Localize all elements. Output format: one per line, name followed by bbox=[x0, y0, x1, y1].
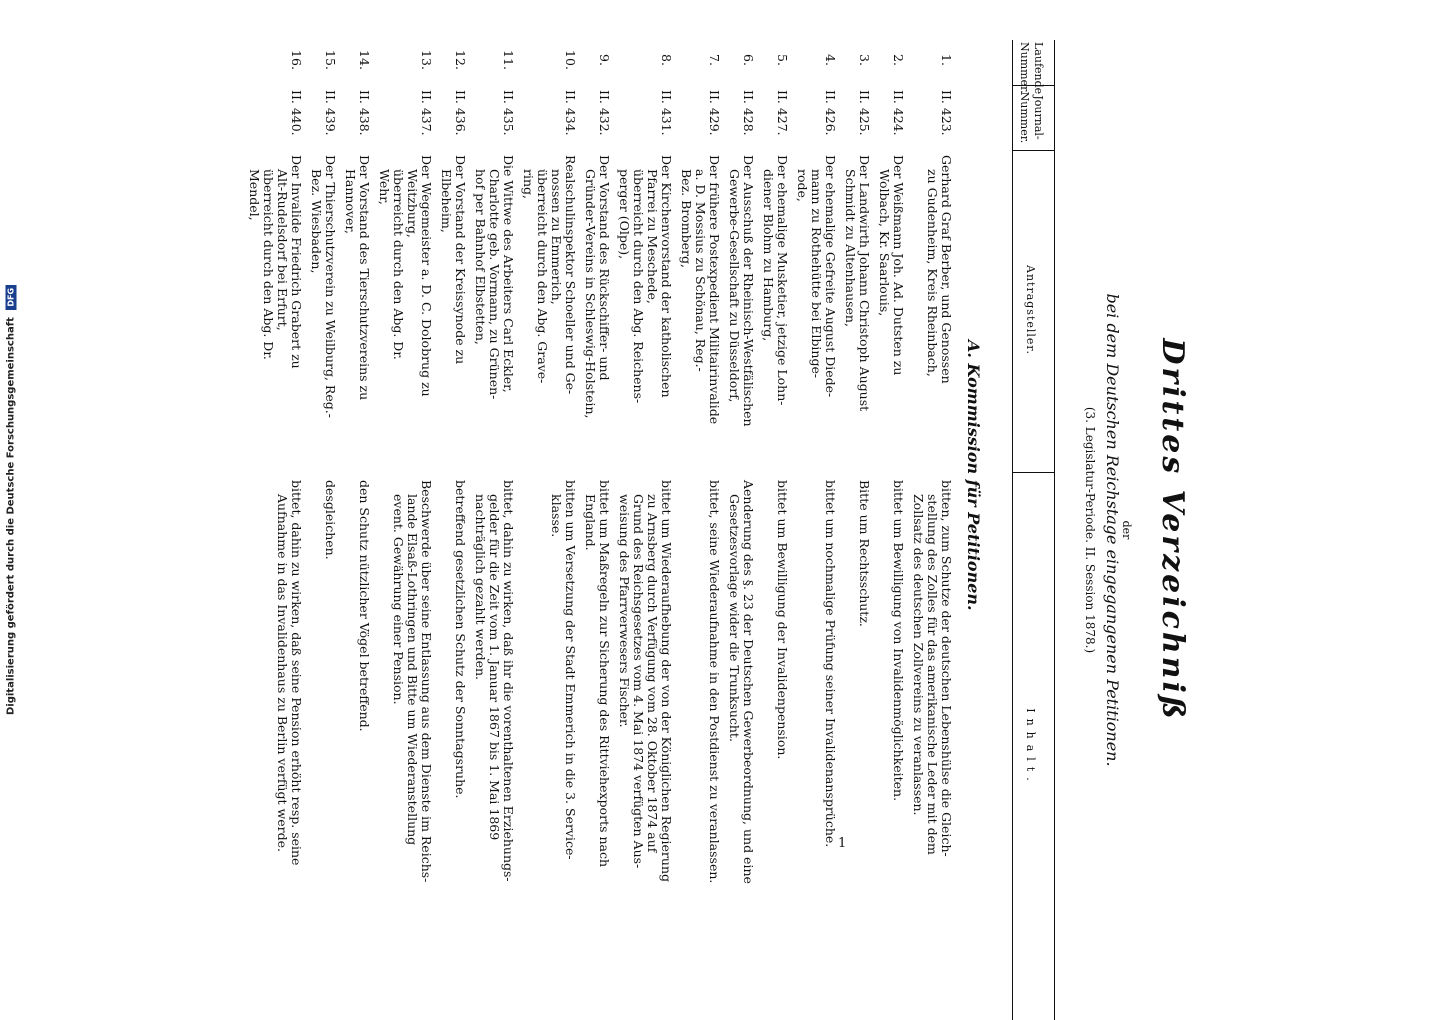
content-line: bittet um Maßregeln zur Sicherung des Rittviehexports nach bbox=[597, 480, 612, 868]
petitioner-line: Charlotte geb. Vormann, zu Grünen- bbox=[487, 169, 502, 400]
journal-number: II. 437. bbox=[419, 90, 434, 136]
petitioner bbox=[761, 155, 789, 465]
petitioner-line: nossen zu Emmerich, bbox=[549, 169, 564, 305]
content-line: Gesetzesvorlage wider die Trunksucht. bbox=[727, 494, 742, 742]
petitioner-line: Mendel, bbox=[247, 169, 262, 221]
journal-number: II. 438. bbox=[357, 90, 372, 136]
petition-content bbox=[583, 480, 611, 1015]
lauf-number: 3. bbox=[857, 54, 872, 66]
petitioner-line: Wehr, bbox=[377, 169, 392, 205]
content-line: bittet um Wiederaufhebung der von der Königlichen Regierung bbox=[659, 480, 674, 883]
petitioner bbox=[439, 155, 467, 465]
petition-content bbox=[473, 480, 515, 1015]
journal-number: II. 432. bbox=[597, 90, 612, 136]
lauf-number: 1. bbox=[939, 54, 954, 66]
content-line: Aufnahme in das Invalidenhaus zu Berlin verfügt werde. bbox=[275, 494, 290, 852]
journal-number: II. 428. bbox=[741, 90, 756, 136]
petitioner-line: Der Vorstand des Rückschiffer- und bbox=[597, 155, 612, 381]
petitioner bbox=[843, 155, 871, 465]
petitioner-line: Der ehemalige Gefreite August Diede- bbox=[823, 155, 838, 398]
header-divider-2 bbox=[1013, 150, 1055, 151]
petitioner-line: perger (Olpe), bbox=[617, 169, 632, 260]
lauf-number: 14. bbox=[357, 50, 372, 70]
petitioner-line: diener Blohm zu Hamburg, bbox=[761, 169, 776, 342]
header-inhalt: Inhalt. bbox=[1024, 708, 1037, 787]
petition-content bbox=[823, 480, 837, 1015]
lauf-number: 11. bbox=[501, 50, 516, 70]
petitioner bbox=[343, 155, 371, 465]
content-line: zu Arnsberg durch Verfügung vom 28. Oktober 1874 auf bbox=[645, 494, 660, 853]
journal-number: II. 427. bbox=[775, 90, 790, 136]
section-heading: A. Kommission für Petitionen. bbox=[964, 340, 983, 611]
petitioner bbox=[679, 155, 721, 465]
petitioner-line: ring, bbox=[521, 169, 536, 199]
petitioner-line: Pfarrei zu Meschede, bbox=[645, 169, 660, 304]
petition-content bbox=[891, 480, 905, 1015]
petition-content bbox=[275, 480, 303, 1015]
petitioner-line: Bez. Bromberg, bbox=[679, 169, 694, 269]
content-line: bittet um Bewilligung der Invalidenpension. bbox=[775, 480, 790, 760]
header-top-rule bbox=[1054, 40, 1055, 1020]
petitioner-line: Wolbach, Kr. Saarlouis, bbox=[877, 169, 892, 317]
content-line: weisung des Pfarrverwesers Fischer. bbox=[617, 494, 632, 728]
petition-content bbox=[707, 480, 721, 1015]
digitization-notice-text: Digitalisierung gefördert durch die Deutsche Forschungsgemeinschaft bbox=[5, 317, 17, 716]
header-lauf bbox=[1017, 42, 1045, 95]
petitioner-line: Der Landwirth Johann Christoph August bbox=[857, 155, 872, 412]
lauf-number: 5. bbox=[775, 54, 790, 66]
lauf-number: 6. bbox=[741, 54, 756, 66]
petitioner bbox=[377, 155, 433, 465]
petition-content bbox=[357, 480, 371, 1015]
content-line: bittet um Bewilligung von Invalidenmöglichkeiten. bbox=[891, 480, 906, 802]
petitioner bbox=[521, 155, 577, 465]
header-lauf-line2: Nummer. bbox=[1018, 42, 1031, 94]
legislative-period: (3. Legislatur-Periode. II. Session 1878.) bbox=[1083, 406, 1097, 654]
page-number: 1 bbox=[838, 836, 847, 851]
petitioner-line: Schmidt zu Altenhausen, bbox=[843, 169, 858, 327]
petition-content bbox=[549, 480, 577, 1015]
petitioner-line: Bez. Wiesbaden, bbox=[309, 169, 324, 274]
journal-number: II. 425. bbox=[857, 90, 872, 136]
content-line: Beschwerde über seine Entlassung aus dem Dienste im Reichs- bbox=[419, 480, 434, 883]
petition-content bbox=[911, 480, 953, 1015]
petitioner-line: Der Invalide Friedrich Grabert zu bbox=[289, 155, 304, 369]
subtitle-der: der bbox=[1120, 520, 1133, 540]
petitioner-line: Die Wittwe des Arbeiters Carl Eckler, bbox=[501, 155, 516, 393]
petition-content bbox=[453, 480, 467, 1015]
petitioner bbox=[473, 155, 515, 465]
lauf-number: 13. bbox=[419, 50, 434, 70]
content-line: England. bbox=[583, 494, 598, 551]
petitioner bbox=[877, 155, 905, 465]
content-line: bittet, dahin zu wirken, daß seine Pension erhöht resp. seine bbox=[289, 480, 304, 866]
content-line: nachträglich gezahlt werden. bbox=[473, 494, 488, 681]
document-subtitle: bei dem Deutschen Reichstage eingegangenen Petitionen. bbox=[1103, 293, 1122, 767]
petitioner-line: Realschulinspektor Schoeller und Ge- bbox=[563, 155, 578, 395]
content-line: Zollsatz des deutschen Zollvereins zu veranlassen. bbox=[911, 494, 926, 816]
petitioner-line: Der Thierschutzverein zu Weilburg, Reg.- bbox=[323, 155, 338, 418]
petitioner-line: a. D. Mossius zu Schönau, Reg.- bbox=[693, 169, 708, 372]
content-line: klasse. bbox=[549, 494, 564, 538]
journal-number: II. 436. bbox=[453, 90, 468, 136]
petitioner-line: Der Kirchenvorstand der katholischen bbox=[659, 155, 674, 398]
petitioner bbox=[583, 155, 611, 465]
journal-number: II. 423. bbox=[939, 90, 954, 136]
content-line: bittet, dahin zu wirken, daß ihr die vorenthaltenen Erziehungs- bbox=[501, 480, 516, 882]
content-line: bittet um nochmalige Prüfung seiner Invalidenansprüche. bbox=[823, 480, 838, 848]
journal-number: II. 434. bbox=[563, 90, 578, 136]
content-line: bitten um Versetzung der Stadt Emmerich in die 3. Service- bbox=[563, 480, 578, 860]
header-antrag: Antragsteller. bbox=[1024, 265, 1037, 355]
petitioner-line: Gewerbe-Gesellschaft zu Düsseldorf, bbox=[727, 169, 742, 403]
lauf-number: 16. bbox=[289, 50, 304, 70]
petition-content bbox=[323, 480, 337, 1015]
content-line: den Schutz nützlicher Vögel betreffend. bbox=[357, 480, 372, 732]
lauf-number: 12. bbox=[453, 50, 468, 70]
content-line: stellung des Zolles für das amerikanische Leder mit dem bbox=[925, 494, 940, 855]
petitioner-line: Elbeheim, bbox=[439, 169, 454, 233]
petitioner-line: Der Ausschuß der Rheinisch-Westfälischen bbox=[741, 155, 756, 427]
petitioner-line: Der Wegemeister a. D. C. Dolobrug zu bbox=[419, 155, 434, 397]
content-line: lande Elsaß-Lothringen und Bitte um Wiederanstellung bbox=[405, 494, 420, 846]
header-bottom-rule bbox=[1012, 40, 1013, 1020]
journal-number: II. 431. bbox=[659, 90, 674, 136]
petitioner bbox=[309, 155, 337, 465]
petitioner-line: überreicht durch den Abg. Grave- bbox=[535, 169, 550, 384]
petitioner-line: überreicht durch den Abg. Dr. bbox=[261, 169, 276, 360]
petitioner-line: rode, bbox=[795, 169, 810, 202]
content-line: Aenderung des §. 23 der Deutschen Gewerbeordnung, und eine bbox=[741, 480, 756, 884]
petition-content bbox=[857, 480, 871, 1015]
lauf-number: 7. bbox=[707, 54, 722, 66]
lauf-number: 15. bbox=[323, 50, 338, 70]
petitioner-line: Alt-Rudelsdorf bei Erfurt, bbox=[275, 169, 290, 331]
petitioner-line: Der frühere Postexpedient Militairinvalide bbox=[707, 155, 722, 425]
header-journal-line2: Nummer. bbox=[1018, 91, 1031, 144]
petitioner-line: hof per Bahnhof Elbstetten, bbox=[473, 169, 488, 345]
header-divider-1 bbox=[1013, 85, 1055, 86]
journal-number: II. 424. bbox=[891, 90, 906, 136]
petitioner-line: Gründer-Vereins in Schleswig-Holstein, bbox=[583, 169, 598, 419]
petitioner-line: Der Weißmann Joh. Ad. Dutsten zu bbox=[891, 155, 906, 376]
petitioner-line: Der Vorstand des Tierschutzvereins zu bbox=[357, 155, 372, 401]
petitioner-line: Hannover, bbox=[343, 169, 358, 235]
document-page bbox=[247, 40, 1190, 1020]
petition-content bbox=[391, 480, 433, 1015]
petitioner bbox=[247, 155, 303, 465]
petitioner-line: Der ehemalige Musketier, jetzige Lohn- bbox=[775, 155, 790, 406]
petitioner-line: mann zu Rothehütte bei Elbinge- bbox=[809, 169, 824, 379]
petitioner bbox=[617, 155, 673, 465]
content-line: bittet, seine Wiederaufnahme in den Postdienst zu veranlassen. bbox=[707, 480, 722, 884]
content-line: Grund des Reichsgesetzes vom 4. Mai 1874 verfügten Aus- bbox=[631, 494, 646, 869]
lauf-number: 4. bbox=[823, 54, 838, 66]
petitioner-line: Gerhard Graf Berber, und Genossen bbox=[939, 155, 954, 384]
header-divider-3 bbox=[1013, 472, 1055, 473]
petitioner-line: überreicht durch den Abg. Dr. bbox=[391, 169, 406, 360]
content-line: gelder für die Zeit vom 1. Januar 1867 bis 1. Mai 1869 bbox=[487, 494, 502, 841]
dfg-logo: DFG bbox=[6, 285, 17, 310]
content-line: desgleichen. bbox=[323, 480, 338, 560]
header-lauf-line1: Laufende bbox=[1032, 42, 1045, 95]
petitioner-line: zu Gudenheim, Kreis Rheinbach, bbox=[925, 169, 940, 377]
petitioner bbox=[727, 155, 755, 465]
lauf-number: 10. bbox=[563, 50, 578, 70]
petition-content bbox=[617, 480, 673, 1015]
journal-number: II. 429. bbox=[707, 90, 722, 136]
journal-number: II. 439. bbox=[323, 90, 338, 136]
header-journal bbox=[1017, 90, 1045, 145]
digitization-notice bbox=[0, 0, 22, 1000]
document-title: Drittes Verzeichniß bbox=[1155, 338, 1190, 722]
lauf-number: 8. bbox=[659, 54, 674, 66]
petition-content bbox=[775, 480, 789, 1015]
petitioner-line: Der Vorstand der Kreissynode zu bbox=[453, 155, 468, 365]
lauf-number: 9. bbox=[597, 54, 612, 66]
content-line: bitten, zum Schutze der deutschen Lebenshülse die Gleich- bbox=[939, 480, 954, 857]
content-line: betreffend gesetzlichen Schutz der Sonntagsruhe. bbox=[453, 480, 468, 799]
petitioner-line: überreicht durch den Abg. Reichens- bbox=[631, 169, 646, 404]
petitioner bbox=[795, 155, 837, 465]
petitioner bbox=[925, 155, 953, 465]
content-line: event. Gewährung einer Pension. bbox=[391, 494, 406, 705]
journal-number: II. 435. bbox=[501, 90, 516, 136]
journal-number: II. 426. bbox=[823, 90, 838, 136]
petitioner-line: Weitzburg, bbox=[405, 169, 420, 238]
journal-number: II. 440. bbox=[289, 90, 304, 136]
petition-content bbox=[727, 480, 755, 1015]
content-line: Bitte um Rechtsschutz. bbox=[857, 480, 872, 627]
header-journal-line1: Journal- bbox=[1032, 95, 1045, 140]
lauf-number: 2. bbox=[891, 54, 906, 66]
